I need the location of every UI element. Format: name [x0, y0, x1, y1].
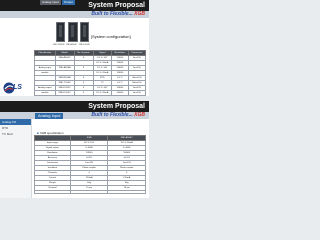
table-cell: DC 4~20mA — [93, 71, 112, 76]
column-header: Signal — [93, 51, 112, 56]
table-cell: 4 — [74, 91, 93, 96]
header-title: System Proposal — [88, 2, 145, 9]
table-cell: 1/4000 — [112, 71, 128, 76]
table-cell: 1ms/CH — [108, 161, 146, 166]
crumb-output[interactable]: Output — [63, 0, 73, 4]
crumb-analog-input[interactable]: Analog Input — [42, 0, 59, 4]
table-cell: Channels — [35, 171, 71, 176]
table-cell: DC 4~20mA — [108, 141, 146, 146]
spec-table — [34, 50, 146, 96]
table-cell: Insulation — [35, 166, 71, 171]
column-header: Conversion — [128, 51, 145, 56]
table-cell: 1/4000 — [112, 86, 128, 91]
table-cell: Weight — [35, 181, 71, 186]
table-cell: 4 — [70, 171, 108, 176]
table-cell: 15 pin — [108, 186, 146, 191]
table-cell: XBF-TC04S — [55, 81, 74, 86]
column-header: Resolution — [112, 51, 128, 56]
table-cell: TC — [93, 81, 112, 86]
tagline-accent: XGB — [134, 11, 145, 17]
module-caption: XBF-DV04C — [79, 44, 91, 46]
table-cell: 120mA — [70, 176, 108, 181]
table-cell: module — [35, 91, 56, 96]
table-cell: 50ms/CH — [128, 81, 145, 86]
logo-text: LS — [13, 84, 22, 91]
table-cell: 4 — [74, 56, 93, 61]
left-nav — [0, 119, 32, 198]
table-cell: 8 — [74, 66, 93, 71]
tagline-main: Built to Flexible... — [91, 11, 133, 17]
table-cell: DC 4~20mA — [93, 61, 112, 66]
bullet-icon: ■ — [37, 131, 39, 135]
table-cell: XBF-DC04C — [55, 91, 74, 96]
table-cell: DC 4~20mA — [93, 91, 112, 96]
module-caption: XBC-DN32H — [53, 44, 65, 46]
nav-item-tc-mod[interactable]: TC Mod — [2, 132, 13, 136]
ls-logo — [3, 82, 29, 94]
table-cell: ±0.5% — [108, 156, 146, 161]
table-cell: Accuracy — [35, 156, 71, 161]
config-title: [System configuration] — [91, 34, 131, 39]
table-cell: XBF-AD04C — [55, 56, 74, 61]
tagline — [91, 112, 145, 119]
table-cell: Current — [35, 176, 71, 181]
table-cell: DC 0~10V — [93, 66, 112, 71]
column-header: No. of points — [74, 51, 93, 56]
table-cell: 1/4000 — [112, 66, 128, 71]
column-header: Classification — [35, 51, 56, 56]
plc-module-image — [68, 22, 78, 42]
table-cell: ±0.5% — [70, 156, 108, 161]
table-cell: Conversion — [35, 161, 71, 166]
tagline-main: Built to Flexible... — [91, 112, 133, 118]
table-cell: 4 — [74, 81, 93, 86]
tagline-accent: XGB — [134, 112, 145, 118]
table-cell: Photo coupler — [70, 166, 108, 171]
table-cell: 1ms/CH — [128, 86, 145, 91]
table-cell: 1ms/CH — [70, 161, 108, 166]
slide-title: Analog Input — [35, 113, 63, 119]
column-header: XGB — [70, 136, 108, 141]
table-cell: 1/4000 — [112, 61, 128, 66]
tagline — [91, 11, 145, 18]
table-cell: Resolution — [35, 151, 71, 156]
table-cell: Input range — [35, 141, 71, 146]
nav-item-analog-io[interactable]: Analog I/O — [0, 119, 31, 125]
table-cell: 64g — [108, 181, 146, 186]
nav-item-rtd[interactable]: RTD — [2, 126, 9, 130]
table-cell — [70, 191, 108, 194]
table-cell: Photo coupler — [108, 166, 146, 171]
slide-header — [0, 0, 149, 11]
table-cell: Analog output — [35, 86, 56, 91]
table-cell: RTD — [93, 76, 112, 81]
table-cell: XBF-DV04C — [55, 86, 74, 91]
column-header: Model — [55, 51, 74, 56]
table-cell: 0~4000 — [108, 146, 146, 151]
spec-table — [34, 135, 146, 194]
table-cell: 2ms/CH — [128, 56, 145, 61]
table-cell: 1ms/CH — [128, 91, 145, 96]
table-cell: DC 0~10V — [93, 86, 112, 91]
table-cell: Terminal — [35, 186, 71, 191]
header-title: System Proposal — [88, 103, 145, 110]
table-cell: XBF-RD04A — [55, 76, 74, 81]
table-cell: 40ms/CH — [128, 76, 145, 81]
slide-header — [0, 101, 149, 112]
table-cell: 2ms/CH — [128, 66, 145, 71]
table-cell — [108, 191, 146, 194]
table-row — [35, 91, 146, 96]
table-cell: 1/4000 — [112, 56, 128, 61]
table-cell: 64g — [70, 181, 108, 186]
table-cell: 120mA — [108, 176, 146, 181]
column-header: XBF-AD04C — [108, 136, 146, 141]
tagline-bar — [0, 112, 149, 119]
table-cell: Digital output — [35, 146, 71, 151]
slide-system-configuration — [0, 0, 149, 96]
table-cell: 0~4000 — [70, 146, 108, 151]
table-cell: 1/4000 — [70, 151, 108, 156]
table-cell: DC 0~10V — [93, 56, 112, 61]
table-cell: 15 pin — [70, 186, 108, 191]
table-cell: 4 — [108, 171, 146, 176]
table-cell: 1/4000 — [108, 151, 146, 156]
tagline-bar — [0, 11, 149, 18]
table-cell: DC 0~10V — [70, 141, 108, 146]
table-cell — [35, 191, 71, 194]
table-cell: XBF-AD08A — [55, 66, 74, 71]
table-cell: Analog input — [35, 66, 56, 71]
table-row — [35, 191, 146, 194]
table-cell: 4 — [74, 86, 93, 91]
breadcrumb — [40, 0, 76, 5]
table-cell: 4 — [74, 76, 93, 81]
plc-module-image — [56, 22, 65, 42]
module-caption: XBF-AD04C — [66, 44, 78, 46]
section-label-text: XGB specification — [39, 131, 64, 135]
plc-module-image — [80, 22, 89, 42]
table-cell: 1/4000 — [112, 91, 128, 96]
table-cell: 0.1°C — [112, 76, 128, 81]
table-cell: module — [35, 71, 56, 76]
table-cell: 0.1°C — [112, 81, 128, 86]
